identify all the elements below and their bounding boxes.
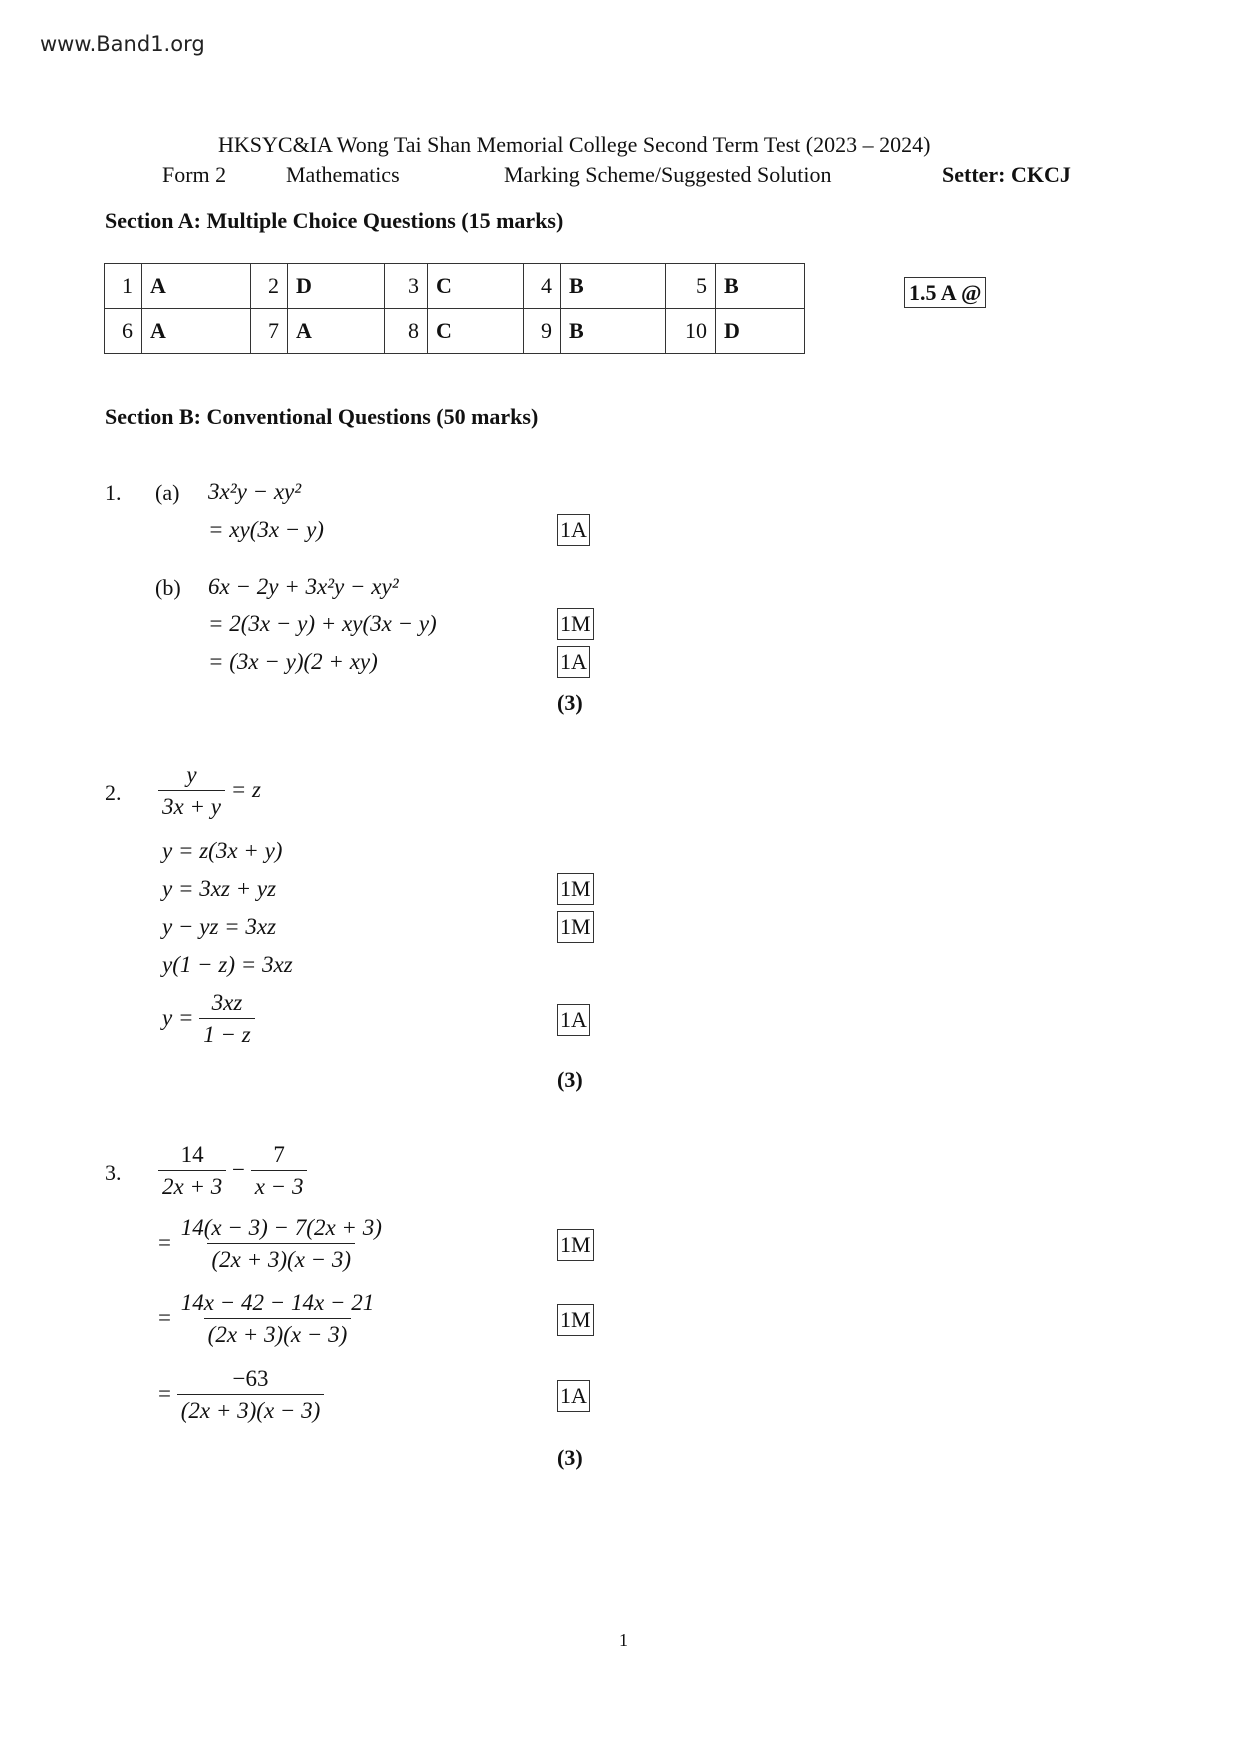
mark-box: 1A [557, 646, 590, 678]
question-number: 9 [524, 309, 561, 354]
rhs: = z [230, 776, 261, 802]
answer-cell: B [561, 264, 666, 309]
section-a-heading: Section A: Multiple Choice Questions (15 marks) [105, 208, 564, 233]
q1-total: (3) [557, 690, 583, 715]
mark-box: 1M [557, 1229, 594, 1261]
q1b-line: 6x − 2y + 3x²y − xy² [208, 574, 399, 599]
page-number: 1 [619, 1630, 628, 1650]
q1-number: 1. [105, 480, 122, 505]
numerator: 3xz [211, 990, 243, 1015]
answer-cell: C [428, 264, 524, 309]
mc-answer-table [104, 263, 805, 354]
q3-expression [158, 1140, 307, 1203]
answer-cell: A [142, 264, 251, 309]
subject-label: Mathematics [286, 162, 400, 187]
answer-cell: D [288, 264, 385, 309]
question-number: 3 [385, 264, 428, 309]
mark-box: 1M [557, 911, 594, 943]
question-number: 1 [105, 264, 142, 309]
q2-number: 2. [105, 780, 122, 805]
question-number: 6 [105, 309, 142, 354]
mark-box: 1M [557, 1304, 594, 1336]
question-number: 5 [666, 264, 716, 309]
form-label: Form 2 [162, 162, 227, 187]
numerator: 14x − 42 − 14x − 21 [180, 1290, 375, 1315]
q3-number: 3. [105, 1160, 122, 1185]
denominator: (2x + 3)(x − 3) [207, 1243, 355, 1276]
q2-total: (3) [557, 1067, 583, 1092]
equals: = [158, 1229, 171, 1255]
q3-total: (3) [557, 1445, 583, 1470]
table-row [105, 264, 805, 309]
q1b-label: (b) [155, 575, 181, 600]
answer-cell: B [561, 309, 666, 354]
mark-box: 1A [557, 514, 590, 546]
denominator: 3x + y [158, 790, 225, 823]
q1a-line: = xy(3x − y) [208, 517, 324, 542]
fraction [158, 760, 225, 823]
fraction [177, 1213, 386, 1276]
section-b-heading: Section B: Conventional Questions (50 marks) [105, 404, 539, 429]
answer-cell: B [716, 264, 805, 309]
q1b-line: = 2(3x − y) + xy(3x − y) [208, 611, 437, 636]
fraction [199, 988, 254, 1051]
q2-final [162, 988, 255, 1051]
fraction [251, 1140, 308, 1203]
operator: − [231, 1156, 245, 1182]
q2-line: y = 3xz + yz [162, 876, 277, 901]
q2-line: y = z(3x + y) [162, 838, 283, 863]
watermark: www.Band1.org [40, 32, 205, 56]
mark-box: 1A [557, 1004, 590, 1036]
q1b-line: = (3x − y)(2 + xy) [208, 649, 378, 674]
q3-step [158, 1213, 386, 1276]
fraction [177, 1288, 378, 1351]
answer-cell: A [288, 309, 385, 354]
q1a-line: 3x²y − xy² [208, 479, 302, 504]
document-title: HKSYC&IA Wong Tai Shan Memorial College Second Term Test (2023 – 2024) [218, 132, 931, 157]
question-number: 8 [385, 309, 428, 354]
q2-equation [158, 760, 261, 823]
question-number: 4 [524, 264, 561, 309]
table-row [105, 309, 805, 354]
q2-line: y(1 − z) = 3xz [162, 952, 293, 977]
numerator: 14(x − 3) − 7(2x + 3) [180, 1215, 382, 1240]
marks-per-question-note: 1.5 A @ [904, 277, 986, 308]
q2-line: y − yz = 3xz [162, 914, 277, 939]
denominator: 2x + 3 [158, 1170, 226, 1203]
fraction [158, 1140, 226, 1203]
equals: = [158, 1380, 171, 1406]
denominator: 1 − z [199, 1018, 254, 1051]
numerator: y [186, 762, 197, 787]
numerator: −63 [232, 1366, 269, 1391]
doc-type-label: Marking Scheme/Suggested Solution [504, 162, 832, 187]
denominator: x − 3 [251, 1170, 308, 1203]
q3-step [158, 1364, 324, 1427]
equals: = [158, 1304, 171, 1330]
mark-box: 1M [557, 873, 594, 905]
mark-box: 1A [557, 1380, 590, 1412]
denominator: (2x + 3)(x − 3) [204, 1318, 352, 1351]
lhs: y = [162, 1004, 194, 1030]
answer-cell: D [716, 309, 805, 354]
q1a-label: (a) [155, 480, 180, 505]
answer-cell: A [142, 309, 251, 354]
question-number: 2 [251, 264, 288, 309]
numerator: 7 [273, 1142, 285, 1167]
fraction [177, 1364, 325, 1427]
question-number: 7 [251, 309, 288, 354]
setter-label: Setter: CKCJ [942, 162, 1071, 187]
q3-step [158, 1288, 378, 1351]
denominator: (2x + 3)(x − 3) [177, 1394, 325, 1427]
numerator: 14 [180, 1142, 204, 1167]
answer-cell: C [428, 309, 524, 354]
mark-box: 1M [557, 608, 594, 640]
question-number: 10 [666, 309, 716, 354]
